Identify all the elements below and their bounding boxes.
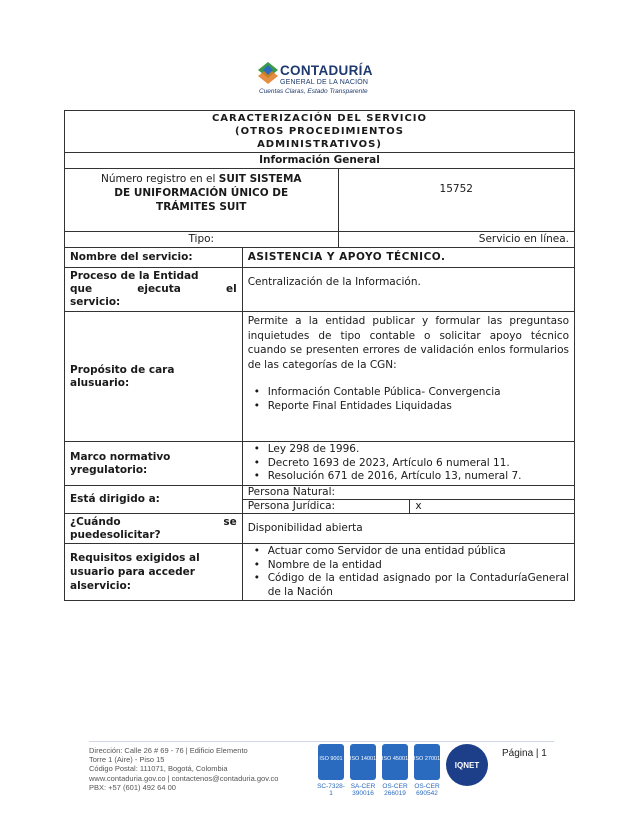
requisitos-label: Requisitos exigidos al usuario para acceder alservicio: [65,544,243,601]
cgn-emblem-icon [258,62,278,84]
marco-list [248,443,569,484]
proposito-row [65,312,575,442]
proposito-list [248,386,569,413]
requisitos-value [242,544,574,601]
proceso-label: Proceso de la Entidad que ejecuta el servicio: [65,268,243,312]
service-characterization-table [64,110,575,601]
iqnet-badge-icon: IQNET [446,744,488,786]
proposito-label: Propósito de cara alusuario: [65,312,243,442]
footer-divider [89,741,554,742]
list-item: • Código de la entidad asignado por la ContaduríaGeneral de la Nación [248,572,569,599]
marco-row [65,442,575,486]
cuando-value: Disponibilidad abierta [242,514,574,544]
document-title: CARACTERIZACIÓN DEL SERVICIO (OTROS PROCEDIMIENTOS ADMINISTRATIVOS) [65,111,575,153]
proposito-value: Permite a la entidad publicar y formular las preguntaso inquietudes de tipo contable o solicitar apoyo técnico cuando se presenten errores de validación enlos formularios de las categorías de la CGN: • Información Contable Pública- Convergencia • Reporte Final Entidades Liquidadas [242,312,574,442]
marco-label: Marco normativo yregulatorio: [65,442,243,486]
tipo-row [65,232,575,248]
dirigido-row-1 [65,486,575,500]
persona-juridica: Persona Jurídica: [242,500,410,514]
dirigido-label: Está dirigido a: [65,486,243,514]
persona-natural: Persona Natural: [242,486,574,500]
registry-label: Número registro en el SUIT SISTEMA DE UNIFORMACIÓN ÚNICO DE TRÁMITES SUIT [65,169,339,232]
cgn-logo [258,60,388,100]
logo-subtitle: GENERAL DE LA NACIÓN [280,79,369,86]
cuando-label: ¿Cuándo se puedesolicitar? [65,514,243,544]
marco-value [242,442,574,486]
tipo-value: Servicio en línea. [338,232,574,248]
list-item: • Nombre de la entidad [248,559,569,573]
general-info-row [65,153,575,169]
title-row [65,111,575,153]
tipo-label: Tipo: [65,232,339,248]
general-info-header: Información General [65,153,575,169]
list-item: • Resolución 671 de 2016, Artículo 13, numeral 7. [248,470,569,484]
list-item: • Decreto 1693 de 2023, Artículo 6 numeral 11. [248,457,569,471]
proceso-row [65,268,575,312]
list-item: • Actuar como Servidor de una entidad pública [248,545,569,559]
registry-row [65,169,575,232]
nombre-label: Nombre del servicio: [65,248,243,268]
list-item: • Información Contable Pública- Convergencia [248,386,569,400]
requisitos-row [65,544,575,601]
list-item: • Ley 298 de 1996. [248,443,569,457]
persona-juridica-mark: x [410,500,575,514]
requisitos-list [248,545,569,599]
cuando-row [65,514,575,544]
page-number: Página | 1 [502,748,547,759]
nombre-value: ASISTENCIA Y APOYO TÉCNICO. [242,248,574,268]
footer-address: Dirección: Calle 26 # 69 - 76 | Edificio Elemento Torre 1 (Aire) - Piso 15 Código Postal: 111071, Bogotá, Colombia www.contaduria.gov.co | contactenos@contaduria.gov.co PBX: +57 (601) 492 64 00 [89,746,279,792]
logo-tagline: Cuentas Claras, Estado Transparente [259,88,368,95]
proceso-value: Centralización de la Información. [242,268,574,312]
logo-title: CONTADURÍA [280,63,373,78]
registry-value: 15752 [338,169,574,232]
nombre-row [65,248,575,268]
list-item: • Reporte Final Entidades Liquidadas [248,400,569,414]
